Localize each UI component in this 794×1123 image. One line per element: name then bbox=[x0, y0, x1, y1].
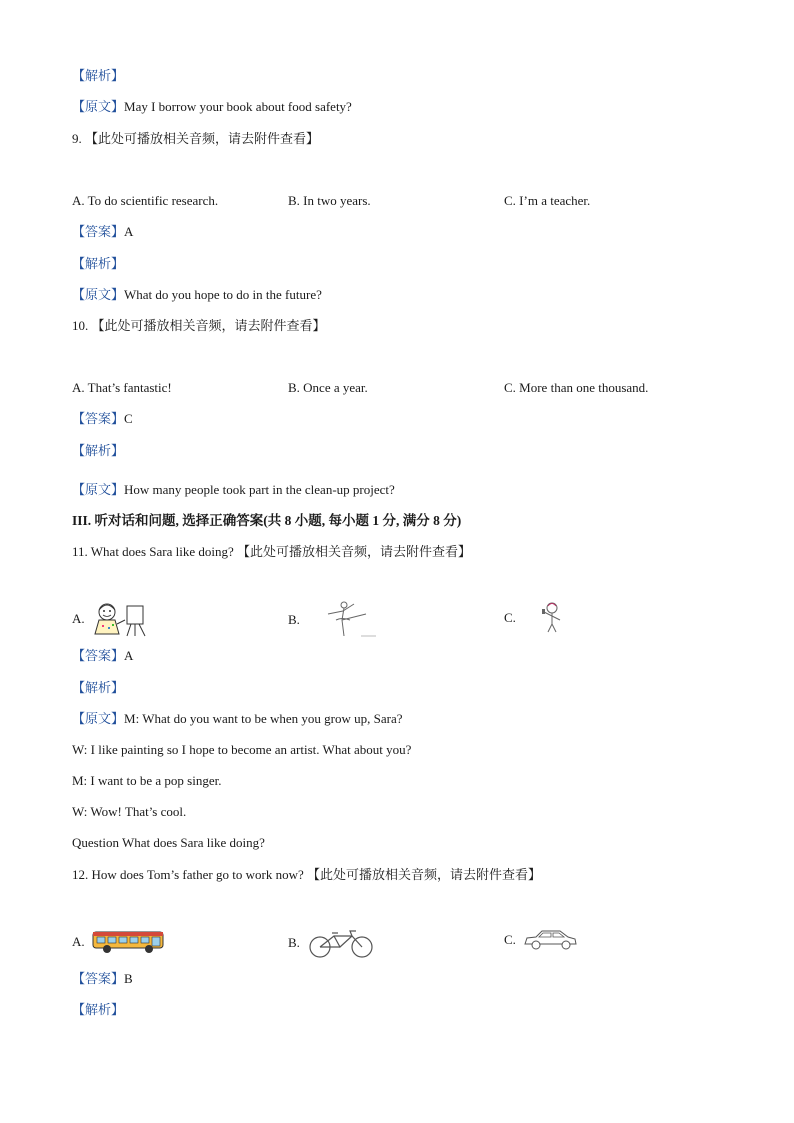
option-a[interactable] bbox=[72, 600, 153, 638]
answer-label: 【答案】 bbox=[72, 411, 125, 426]
answer-value: B bbox=[124, 971, 133, 986]
analysis-label: 【解析】 bbox=[72, 68, 125, 83]
question-12-options bbox=[72, 928, 722, 968]
ballet-dancer-icon bbox=[306, 600, 376, 640]
option-b-label: B. bbox=[288, 935, 300, 950]
answer-value: A bbox=[124, 648, 134, 663]
answer-label: 【答案】 bbox=[72, 224, 125, 239]
transcript-line bbox=[72, 99, 352, 115]
option-b[interactable]: B. In two years. bbox=[288, 193, 371, 208]
option-c-label: C. bbox=[504, 610, 516, 625]
answer-value: C bbox=[124, 411, 133, 426]
option-b-label: B. bbox=[288, 612, 300, 627]
answer-value: A bbox=[124, 224, 134, 239]
option-b[interactable] bbox=[288, 928, 376, 958]
answer-line bbox=[72, 224, 133, 240]
option-a-label: A. bbox=[72, 611, 85, 626]
answer-line bbox=[72, 971, 133, 987]
option-c[interactable] bbox=[504, 928, 578, 952]
transcript-label: 【原文】 bbox=[72, 711, 125, 726]
car-icon bbox=[522, 928, 578, 952]
transcript-text: What do you hope to do in the future? bbox=[124, 287, 322, 302]
option-a[interactable]: A. To do scientific research. bbox=[72, 193, 219, 208]
option-b[interactable] bbox=[288, 600, 376, 640]
option-c[interactable]: C. More than one thousand. bbox=[504, 380, 649, 395]
analysis-label: 【解析】 bbox=[72, 256, 125, 271]
question-10-options bbox=[72, 380, 722, 420]
option-a-label: A. bbox=[72, 934, 85, 949]
transcript-text: M: I want to be a pop singer. bbox=[72, 773, 222, 788]
bicycle-icon bbox=[306, 928, 376, 958]
option-c-label: C. bbox=[504, 932, 516, 947]
option-c[interactable] bbox=[504, 600, 568, 636]
question-10: 10. 【此处可播放相关音频，请去附件查看】 bbox=[72, 318, 326, 333]
question-11: 11. What does Sara like doing? 【此处可播放相关音频，请去附件查看】 bbox=[72, 544, 471, 559]
question-9-options bbox=[72, 193, 722, 233]
section-3-heading: III. 听对话和问题, 选择正确答案(共 8 小题, 每小题 1 分, 满分 8 分) bbox=[72, 513, 462, 528]
transcript-line bbox=[72, 287, 322, 303]
question-11-options bbox=[72, 600, 722, 640]
option-b[interactable]: B. Once a year. bbox=[288, 380, 368, 395]
singer-icon bbox=[522, 600, 568, 636]
option-a[interactable]: A. That’s fantastic! bbox=[72, 380, 172, 395]
transcript-label: 【原文】 bbox=[72, 287, 125, 302]
question-9: 9. 【此处可播放相关音频，请去附件查看】 bbox=[72, 131, 320, 146]
transcript-label: 【原文】 bbox=[72, 482, 125, 497]
transcript-text: W: I like painting so I hope to become an artist. What about you? bbox=[72, 742, 412, 757]
answer-label: 【答案】 bbox=[72, 648, 125, 663]
analysis-label: 【解析】 bbox=[72, 680, 125, 695]
transcript-text: How many people took part in the clean-up project? bbox=[124, 482, 395, 497]
option-c[interactable]: C. I’m a teacher. bbox=[504, 193, 591, 208]
bus-icon bbox=[91, 928, 167, 956]
transcript-text: M: What do you want to be when you grow up, Sara? bbox=[124, 711, 403, 726]
analysis-label: 【解析】 bbox=[72, 443, 125, 458]
answer-label: 【答案】 bbox=[72, 971, 125, 986]
answer-line bbox=[72, 648, 133, 664]
analysis-label: 【解析】 bbox=[72, 1002, 125, 1017]
option-a[interactable] bbox=[72, 928, 167, 956]
transcript-line bbox=[72, 482, 395, 498]
question-12: 12. How does Tom’s father go to work now? 【此处可播放相关音频，请去附件查看】 bbox=[72, 867, 541, 882]
transcript-line bbox=[72, 711, 403, 727]
transcript-text: Question What does Sara like doing? bbox=[72, 835, 265, 850]
answer-line bbox=[72, 411, 133, 427]
transcript-label: 【原文】 bbox=[72, 99, 125, 114]
transcript-text: May I borrow your book about food safety? bbox=[124, 99, 352, 114]
transcript-text: W: Wow! That’s cool. bbox=[72, 804, 187, 819]
girl-painting-icon bbox=[91, 600, 153, 638]
